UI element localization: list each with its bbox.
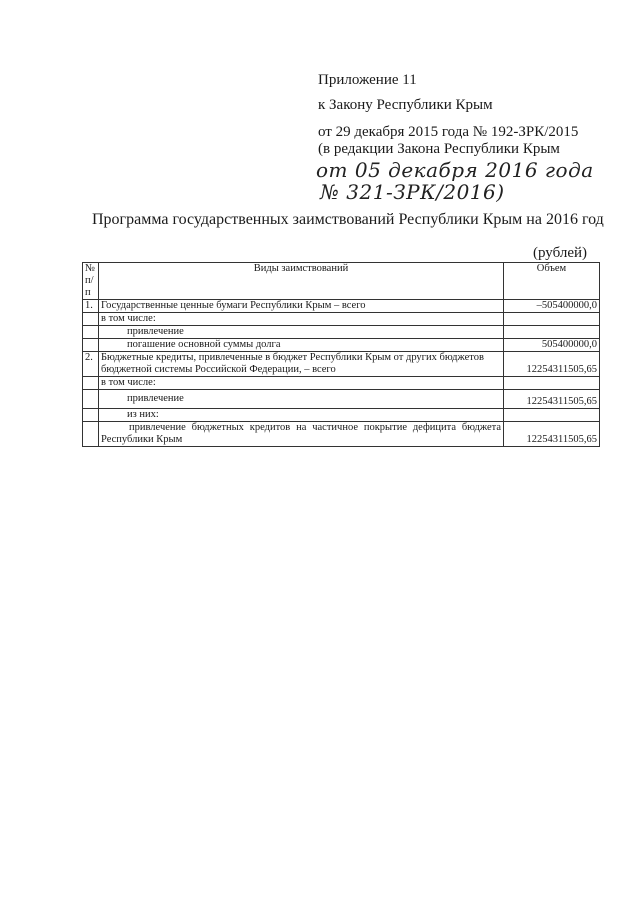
row-value bbox=[504, 313, 600, 326]
header-number-line-2: п/п bbox=[85, 275, 94, 298]
table-row bbox=[83, 377, 600, 390]
revision-note: (в редакции Закона Республики Крым bbox=[318, 141, 560, 157]
currency-unit: (рублей) bbox=[533, 245, 588, 261]
row-number bbox=[83, 409, 99, 422]
row-number bbox=[83, 390, 99, 409]
row-value: 12254311505,65 bbox=[504, 422, 600, 447]
row-value bbox=[504, 326, 600, 339]
row-value bbox=[504, 409, 600, 422]
row-number bbox=[83, 326, 99, 339]
row-label: привлечение бюджетных кредитов на частичное покрытие дефицита бюджета Республики Крым bbox=[99, 422, 504, 447]
row-value: 12254311505,65 bbox=[504, 352, 600, 377]
row-label: в том числе: bbox=[99, 377, 504, 390]
header-number bbox=[83, 263, 99, 300]
law-date-line: от 29 декабря 2015 года № 192-ЗРК/2015 bbox=[318, 124, 579, 140]
borrowing-program-table bbox=[82, 262, 600, 447]
row-label: в том числе: bbox=[99, 313, 504, 326]
row-number bbox=[83, 422, 99, 447]
header-borrowing-type: Виды заимствований bbox=[99, 263, 504, 300]
header-number-line-1: № bbox=[85, 263, 96, 274]
handwritten-revision-number: № 321-ЗРК/2016) bbox=[320, 180, 505, 204]
row-label: Государственные ценные бумаги Республики Крым – всего bbox=[99, 300, 504, 313]
table-row bbox=[83, 409, 600, 422]
table-row bbox=[83, 326, 600, 339]
row-label: погашение основной суммы долга bbox=[99, 339, 504, 352]
row-value: 12254311505,65 bbox=[504, 390, 600, 409]
row-number bbox=[83, 339, 99, 352]
table-row bbox=[83, 352, 600, 377]
table-row bbox=[83, 300, 600, 313]
handwritten-revision-date: от 05 декабря 2016 года bbox=[316, 158, 594, 182]
table-row bbox=[83, 313, 600, 326]
header-amount: Объем bbox=[504, 263, 600, 300]
row-number bbox=[83, 377, 99, 390]
row-value: 505400000,0 bbox=[504, 339, 600, 352]
document-title: Программа государственных заимствований Республики Крым на 2016 год bbox=[92, 211, 604, 228]
table-header-row bbox=[83, 263, 600, 300]
row-number bbox=[83, 313, 99, 326]
law-reference: к Закону Республики Крым bbox=[318, 97, 493, 113]
row-label: привлечение bbox=[99, 390, 504, 409]
row-value: –505400000,0 bbox=[504, 300, 600, 313]
table-row bbox=[83, 339, 600, 352]
row-number: 1. bbox=[83, 300, 99, 313]
row-label: из них: bbox=[99, 409, 504, 422]
table-row bbox=[83, 422, 600, 447]
row-value bbox=[504, 377, 600, 390]
table-row bbox=[83, 390, 600, 409]
row-label: Бюджетные кредиты, привлеченные в бюджет Республики Крым от других бюджетов бюджетной системы Российской Федерации, – всего bbox=[99, 352, 504, 377]
row-label: привлечение bbox=[99, 326, 504, 339]
appendix-number: Приложение 11 bbox=[318, 72, 417, 88]
row-number: 2. bbox=[83, 352, 99, 377]
